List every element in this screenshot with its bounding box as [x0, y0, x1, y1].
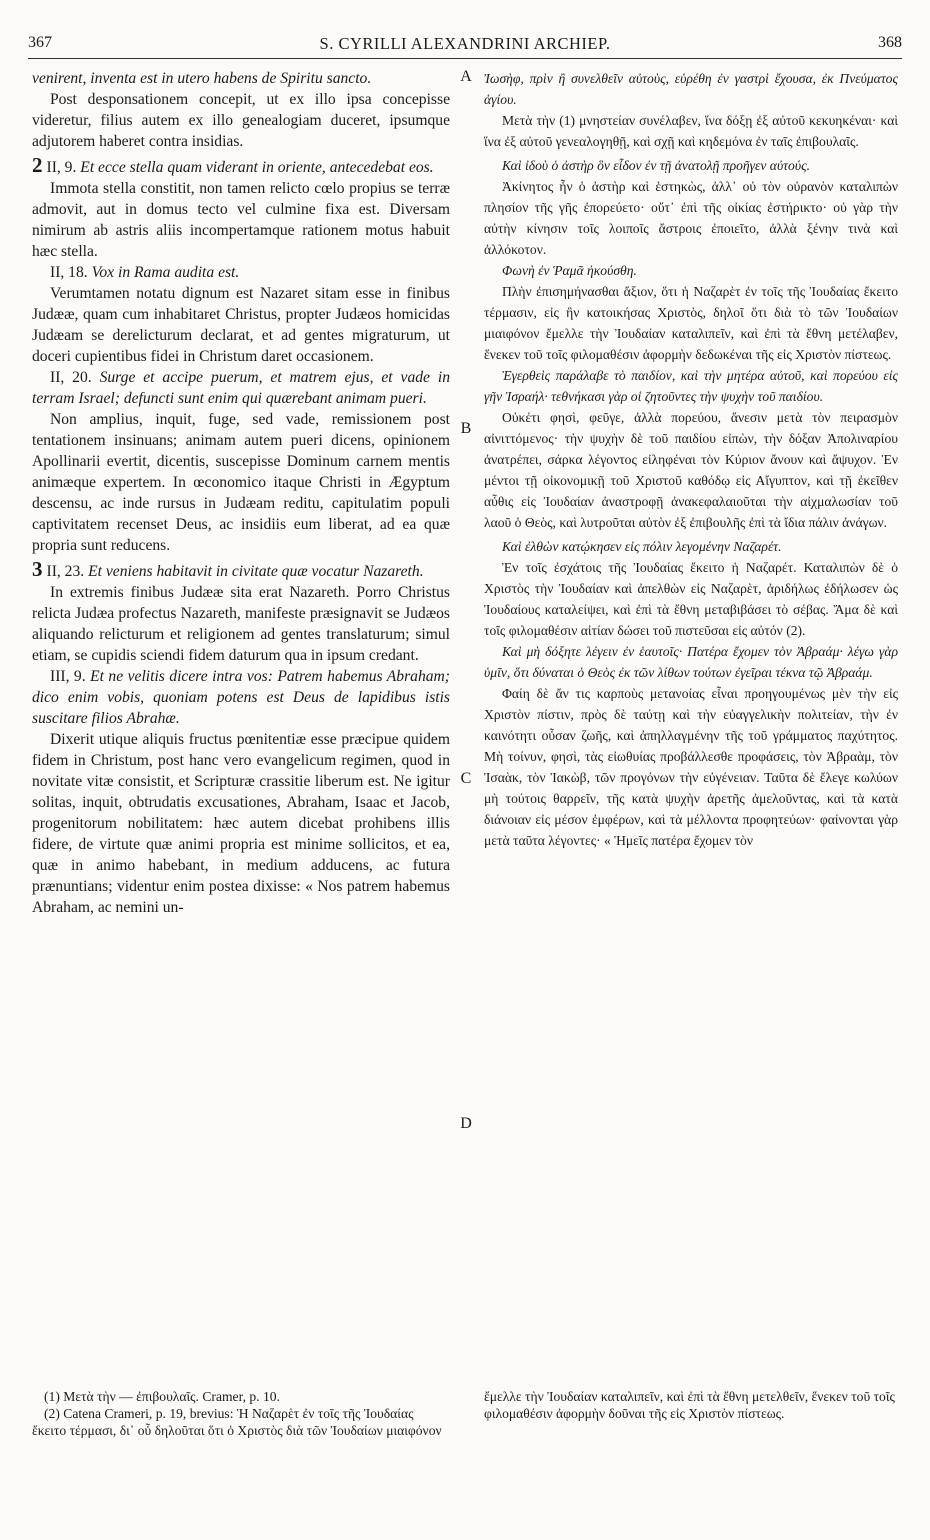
greek-paragraph: Ἀκίνητος ἦν ὁ ἀστὴρ καὶ ἑστηκὼς, ἀλλ᾽ οὐ τὸν οὐρανὸν καταλιπὼν πλησίον τῆς γῆς ἐπορεύετο· οὔτ᾽ ἐπὶ τῆς οἰκίας ἐστήρικτο· οὐ γὰρ τὴν αὐτὴν κίνησιν τοῖς λοιποῖς ἄστροις ἐποιεῖτο, ἀλλὰ ξένην τινὰ καὶ ἀλλόκοτον.	[484, 179, 898, 257]
latin-lemma: Et ecce stella quam viderant in oriente, antecedebat eos.	[80, 159, 434, 176]
margin-marker-d: D	[460, 1115, 472, 1132]
latin-column	[32, 68, 450, 918]
latin-verse-20	[32, 367, 450, 409]
running-header	[28, 32, 902, 59]
page-number-right: 368	[878, 34, 902, 51]
latin-verse-3-9	[32, 666, 450, 729]
greek-lemma: Καὶ ἰδοὺ ὁ ἀστὴρ ὃν εἶδον ἐν τῇ ἀνατολῇ προῆγεν αὐτούς.	[502, 158, 810, 173]
verse-reference: II, 9.	[46, 159, 77, 176]
verse-reference: II, 20.	[50, 369, 92, 386]
footnotes-right	[484, 1388, 898, 1422]
latin-lemma: Et ne velitis dicere intra vos: Patrem habemus Abraham; dico enim vobis, quoniam potens est Deus de lapidibus istis suscitare filios Abrahæ.	[32, 668, 450, 727]
footnote-2: (2) Catena Crameri, p. 19, brevius: Ἡ Ναζαρὲτ ἐν τοῖς τῆς Ἰουδαίας ἔκειτο τέρμασι, δι᾽ οὗ δηλοῦται ὅτι ὁ Χριστὸς διὰ τῶν Ἰουδαίων μιαιφόνον	[32, 1406, 442, 1438]
latin-lemma: Vox in Rama audita est.	[91, 264, 240, 281]
greek-paragraph: Φαίη δὲ ἄν τις καρποὺς μετανοίας εἶναι προηγουμένως μὲν τὴν εἰς Χριστὸν πίστιν, πρὸς δὲ ταύτῃ καὶ τὴν εὐαγγελικὴν πολιτείαν, τὴν ἐν καινότητι οὖσαν ζωῆς, καὶ ἀπηλλαγμένην τῆς τοῦ γράμματος παχύτητος. Μὴ τοίνυν, φησὶ, τὰς εἰωθυίας προβάλλεσθε προφάσεις, τὸν Ἀβραὰμ, τὸν Ἰσαὰκ, τὸν Ἰακὼβ, τῶν προγόνων τὴν εὐγένειαν. Ταῦτα δὲ ἔλεγε κωλύων μὴ τούτοις θαρρεῖν, τῆς κατὰ ψυχὴν ἀρετῆς ἀμελοῦντας, καὶ τὰ κατὰ διάνοιαν εἰς μέσον ἐμφέρων, καὶ τὰ μέλλοντα προφητεύων· φαίνονται γὰρ μετὰ ταῦτα λέγοντες· « Ἡμεῖς πατέρα ἔχομεν τὸν	[484, 686, 898, 848]
latin-section-3	[32, 559, 450, 582]
greek-paragraph: Ἐν τοῖς ἐσχάτοις τῆς Ἰουδαίας ἔκειτο ἡ Ναζαρέτ. Καταλιπὼν δὲ ὁ Χριστὸς τὴν Ἰουδαίαν καὶ ἀπελθὼν εἰς Ναζαρὲτ, ἀριδήλως ἐδήλωσεν ὡς Ἰουδαίους καταλείψει, καὶ ἐπὶ τὰ ἔθνη μεταβιβάσει τὸ σέβας. Ἅμα δὲ καὶ τοῖς φιλομαθέσιν αἰτίαν δώσει τοῦ πιστεῦσαι εἰς αὐτόν (2).	[484, 560, 898, 638]
greek-lemma-continued: Ἰωσὴφ, πρὶν ἢ συνελθεῖν αὐτοὺς, εὑρέθη ἐν γαστρὶ ἔχουσα, ἐκ Πνεύματος ἁγίου.	[484, 71, 898, 107]
latin-paragraph: Post desponsationem concepit, ut ex illo ipsa concepisse videretur, filius autem ex illo genealogiam duceret, ipsumque adjutorem haberet contra insidias.	[32, 91, 450, 150]
greek-paragraph: Πλὴν ἐπισημήνασθαι ἄξιον, ὅτι ἡ Ναζαρὲτ ἐν τοῖς τῆς Ἰουδαίας ἔκειτο τέρμασιν, εἰς ἣν κατοικήσας Χριστὸς, δηλοῖ ὅτι διὰ τὸ τῶν Ἰουδαίων μιαιφόνον ἔμελλε τὴν Ἰουδαίαν καταλιπεῖν, καὶ ἐπὶ τὰ ἔθνη μετέλαβεν, ἕνεκεν τοῦ τοῖς φιλομαθέσιν ἀφορμὴν δεδωκέναι τῆς εἰς Χριστὸν πίστεως.	[484, 284, 898, 362]
running-title: S. CYRILLI ALEXANDRINI ARCHIEP.	[319, 34, 611, 53]
latin-lemma-continued: venirent, inventa est in utero habens de Spiritu sancto.	[32, 70, 372, 87]
greek-paragraph: Μετὰ τὴν (1) μνηστείαν συνέλαβεν, ἵνα δόξῃ ἐξ αὐτοῦ κεκυηκέναι· καὶ ἵνα ἐξ αὐτοῦ γενεαλογηθῇ, καὶ σχῇ καὶ κηδεμόνα ἐν ταῖς ἐπιβουλαῖς.	[484, 113, 898, 149]
latin-paragraph: In extremis finibus Judææ sita erat Nazareth. Porro Christus relicta Judæa profectus Nazareth, manifeste præsignavit se Judæos aliquando relicturum et religionem ad gentes translaturum; simul etiam, se cupidis sciendi fidem daturum qua in ipsum credant.	[32, 584, 450, 664]
latin-paragraph: Dixerit utique aliquis fructus pœnitentiæ esse præcipue quidem fidem in Christum, post hanc vero evangelicum regimen, quod in novitate vitæ consistit, et Scripturæ crassitie liberum est. Ne igitur solitas, inquit, obtrudatis excusationes, Abraham, Isaac et Jacob, progenitorum nobilitatem: hæc autem dicebat prohibens illis fidere, de virtute quæ animi propria est minime sollicitos, et ea, quæ in animo habebant, in medium adducens, ac futura prænuntians; videntur enim postea dixisse: « Nos patrem habemus Abraham, ac nemini un-	[32, 731, 450, 916]
margin-marker-a: A	[460, 68, 472, 85]
verse-reference: III, 9.	[50, 668, 86, 685]
footnotes-left	[32, 1388, 450, 1439]
greek-lemma: Ἐγερθεὶς παράλαβε τὸ παιδίον, καὶ τὴν μητέρα αὐτοῦ, καὶ πορεύου εἰς γῆν Ἰσραήλ· τεθνήκασι γὰρ οἱ ζητοῦντες τὴν ψυχὴν τοῦ παιδίου.	[484, 368, 898, 404]
greek-lemma: Φωνὴ ἐν Ῥαμᾶ ἠκούσθη.	[502, 263, 637, 278]
latin-section-2	[32, 155, 450, 178]
latin-paragraph: Non amplius, inquit, fuge, sed vade, remissionem post tentationem insinuans; animam autem pueri dicens, opinionem Apollinarii evertit, dicentis, suscepisse Dominum carnem mentis animæque expertem. In œconomico itaque Christi in Ægyptum descensu, ac inde rursus in Judæam reditu, capitulatim populi captivitatem recenset Deus, ac insidiis eum liberat, ad ea quæ propria sunt reducens.	[32, 411, 450, 554]
footnote-1: (1) Μετὰ τὴν — ἐπιβουλαῖς. Cramer, p. 10.	[44, 1389, 280, 1404]
section-number: 2	[32, 153, 43, 177]
greek-column	[484, 68, 898, 851]
greek-lemma: Καὶ ἐλθὼν κατῴκησεν εἰς πόλιν λεγομένην Ναζαρέτ.	[502, 539, 782, 554]
verse-reference: II, 23.	[46, 563, 85, 580]
margin-marker-c: C	[460, 770, 472, 787]
latin-paragraph: Verumtamen notatu dignum est Nazaret sitam esse in finibus Judææ, quam cum inhabitaret Christus, propter Judæos homicidas Judæam se derelicturum declarat, et ad gentes migraturum, ut doceri cupientibus fidei in Christum daret occasionem.	[32, 285, 450, 365]
section-number: 3	[32, 557, 43, 581]
footnote-2-continued: ἔμελλε τὴν Ἰουδαίαν καταλιπεῖν, καὶ ἐπὶ τὰ ἔθνη μετελθεῖν, ἕνεκεν τοῦ τοῖς φιλομαθέσιν ἀφορμὴν δοῦναι τῆς εἰς Χριστὸν πίστεως.	[484, 1389, 895, 1421]
margin-marker-b: B	[460, 420, 472, 437]
greek-lemma: Καὶ μὴ δόξητε λέγειν ἐν ἑαυτοῖς· Πατέρα ἔχομεν τὸν Ἀβραάμ· λέγω γὰρ ὑμῖν, ὅτι δύναται ὁ Θεὸς ἐκ τῶν λίθων τούτων ἐγεῖραι τέκνα τῷ Ἀβραάμ.	[484, 644, 898, 680]
greek-paragraph: Οὐκέτι φησὶ, φεῦγε, ἀλλὰ πορεύου, ἄνεσιν μετὰ τὸν πειρασμὸν αἰνιττόμενος· τὴν ψυχὴν δὲ τοῦ παιδίου εἰπὼν, τὴν δόξαν Ἀπολιναρίου ἀνατρέπει, σάρκα λέγοντος εἰληφέναι τὸν Κύριον ἄνουν καὶ ἄψυχον. Ἐν μέντοι τῇ οἰκονομικῇ τοῦ Χριστοῦ καθόδῳ εἰς Αἴγυπτον, καὶ τῇ ἐκεῖθεν αὖθις εἰς Ἰουδαίαν ἀναστροφῇ ἀνακεφαλαιοῦται τὴν αἰχμαλωσίαν τοῦ λαοῦ ὁ Θεὸς, καὶ λυτροῦται αὐτὸν ἐξ ἐπιβουλῆς ἐπὶ τὰ ἴδια πάλιν ἀνάγων.	[484, 410, 898, 530]
latin-lemma: Surge et accipe puerum, et matrem ejus, et vade in terram Israel; defuncti sunt enim qui quærebant animam pueri.	[32, 369, 450, 407]
latin-lemma: Et veniens habitavit in civitate quæ vocatur Nazareth.	[88, 563, 424, 580]
latin-paragraph: Immota stella constitit, non tamen relicto cœlo propius se terræ admovit, aut in domus tecto vel culmine fixa est. Diversam nimirum ab astris aliis incompertamque rationem motus habuit hæc stella.	[32, 180, 450, 260]
verse-reference: II, 18.	[50, 264, 88, 281]
latin-verse-18	[32, 262, 450, 283]
page-number-left: 367	[28, 34, 52, 51]
